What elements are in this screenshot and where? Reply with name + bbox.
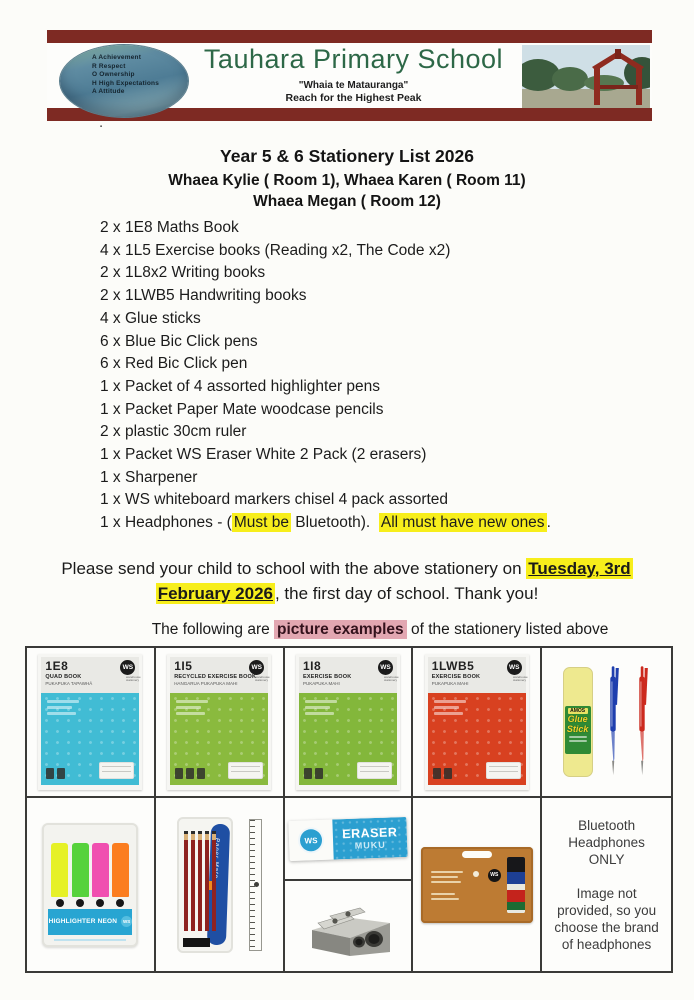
list-item: 2 x 1LWB5 Handwriting books [100,287,307,305]
ws-logo-subtext: warehouse stationery [512,676,528,682]
book-name-box [357,762,392,779]
glue-brand: AMOS [568,708,588,714]
book-subtitle: HANGARUA PUKAPUKA MAHI [174,681,238,686]
marker-caps [507,857,525,913]
pencil-pack-image [177,817,233,953]
book-1i8-image [296,654,400,790]
caption-pre: The following are [151,621,275,638]
list-item: 2 x plastic 30cm ruler [100,423,247,441]
list-item: 1 x Packet Paper Mate woodcase pencils [100,400,384,418]
book-name-box [99,762,134,779]
picture-examples-table [25,646,673,973]
list-item: 6 x Red Bic Click pen [100,355,248,373]
blue-pen-image [604,659,622,785]
list-item: 4 x 1L5 Exercise books (Reading x2, The Code x2) [100,241,451,259]
book-code: 1I5 [174,659,193,673]
school-value: A Achievement [92,54,142,61]
glue-label-1: Glue [567,714,588,724]
school-values-logo [60,45,188,117]
glue-label-2: Stick [566,723,589,734]
headphones-suffix: . [546,514,551,532]
book-title: RECYCLED EXERCISE BOOK [174,674,257,680]
examples-caption [66,621,694,639]
caption-emphasis: picture examples [274,620,407,639]
school-value: H High Expectations [92,79,160,87]
book-code: 1LWB5 [431,659,475,673]
teachers-line-2: Whaea Megan ( Room 12) [253,193,441,210]
school-banner [47,30,652,121]
notice-text-2: , the first day of school. Thank you! [274,584,539,603]
ws-logo-icon: WS [120,660,135,675]
cell-pencils-ruler [156,798,285,971]
list-item: 1 x Packet WS Eraser White 2 Pack (2 erasers) [100,446,427,464]
highlight-must-be: Must be [233,514,289,532]
stationery-list [100,217,660,535]
sharpener-subcell [285,881,412,971]
ws-logo-icon: WS [121,916,132,927]
eraser-label-1: ERASER [342,824,398,841]
ws-logo-icon: WS [378,660,393,675]
ws-logo-subtext: warehouse stationery [383,676,399,682]
ws-logo-icon: WS [507,660,522,675]
school-value: A Attitude [92,88,125,95]
notice-line-1 [18,556,676,581]
highlighter-pack-image [42,823,138,947]
bulb-icon [473,871,479,877]
book-1e8-image [38,654,142,790]
book-code: 1I8 [302,659,322,673]
red-pen-image [633,659,651,785]
school-value: O Ownership [92,71,135,78]
list-item: 6 x Blue Bic Click pens [100,332,258,350]
teachers-line-1: Whaea Kylie ( Room 1), Whaea Karen ( Room 11) [168,172,526,189]
headphones-middle: Bluetooth). [290,514,379,532]
list-item: 1 x WS whiteboard markers chisel 4 pack assorted [100,491,449,509]
date-highlight-2: February 2026 [157,584,273,603]
marae-gateway-photo [522,45,650,108]
cell-headphones-note [542,798,671,971]
school-value: R Respect [92,62,126,70]
highlighter-label: HIGHLIGHTER NEON [48,918,118,925]
ws-logo-subtext: warehouse stationery [126,676,142,682]
book-code: 1E8 [45,659,69,673]
marker-box-image [421,847,533,923]
headphones-note-title: Bluetooth Headphones ONLY [568,817,645,867]
book-title: EXERCISE BOOK [431,674,481,680]
cell-whiteboard-markers [413,798,542,971]
school-motto-maori: "Whaia te Matauranga" [298,80,409,91]
book-subtitle: PUKAPUKA MAHI [431,681,469,686]
highlight-new-ones: All must have new ones [380,514,545,532]
list-item: 1 x Sharpener [100,468,198,486]
book-subtitle: PUKAPUKA TAPAWHĀ [45,681,93,686]
cell-book-1i8 [285,648,414,798]
date-highlight-1: Tuesday, 3rd [528,559,631,578]
ws-logo-icon: WS [249,660,264,675]
book-1i5-image [167,654,271,790]
list-item: 2 x 1E8 Maths Book [100,219,239,236]
list-item: 4 x Glue sticks [100,309,201,327]
book-name-box [228,762,263,779]
school-motto-english: Reach for the Highest Peak [285,92,422,104]
book-title: EXERCISE BOOK [302,674,352,680]
ws-logo-icon: WS [488,869,501,882]
scan-artifact-dot: . [99,114,104,131]
book-1lwb5-image [425,654,529,790]
sharpener-image [302,892,394,960]
headphones-prefix: 1 x Headphones - ( [100,514,232,532]
ws-logo-subtext: warehouse stationery [255,676,270,682]
cell-book-1i5 [156,648,285,798]
ws-logo-icon: WS [300,828,323,851]
eraser-subcell [285,798,412,881]
list-item: 2 x 1L8x2 Writing books [100,264,266,282]
cell-highlighters [27,798,156,971]
cell-book-1e8 [27,648,156,798]
ruler-image [249,819,262,951]
school-name: Tauhara Primary School [203,44,504,74]
eraser-image [288,816,407,860]
banner-top-band [47,30,652,43]
school-title-block [197,44,510,104]
list-item: 1 x Packet of 4 assorted highlighter pens [100,377,381,395]
document-title: Year 5 & 6 Stationery List 2026 [220,146,474,166]
notice-line-2 [18,581,676,606]
cell-book-1lwb5 [413,648,542,798]
book-subtitle: PUKAPUKA MAHI [302,681,340,686]
list-item-headphones [100,512,660,535]
cell-glue-and-pens [542,648,671,798]
notice-text-1: Please send your child to school with the above stationery on [61,559,527,578]
cell-eraser-sharpener [285,798,414,971]
glue-stick-image [563,667,593,777]
book-title: QUAD BOOK [45,674,82,680]
eraser-label-2: MUKU [354,839,386,851]
caption-post: of the stationery listed above [406,621,609,638]
book-name-box [486,762,521,779]
notice-paragraph [18,556,676,606]
headphones-note-body: Image not provided, so you choose the brand of headphones [554,885,659,952]
